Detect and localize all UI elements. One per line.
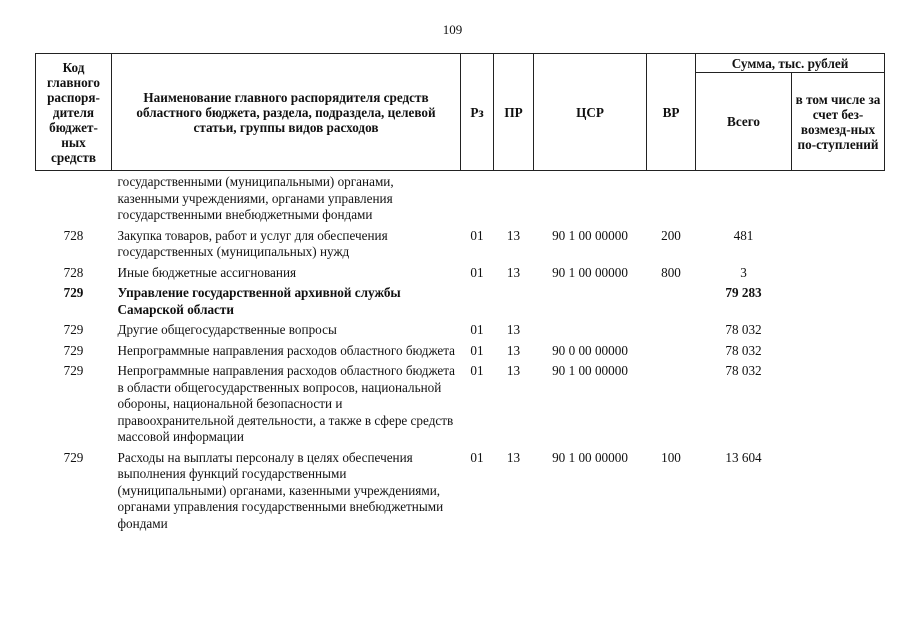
cell-pr: 13 bbox=[506, 449, 521, 465]
header-name: Наименование главного распорядителя средств областного бюджета, раздела, подраздела, целевой статьи, группы видов расходов bbox=[112, 54, 461, 171]
cell-vr bbox=[647, 320, 696, 341]
header-rz: Рз bbox=[461, 54, 494, 171]
cell-csr: 90 1 00 00000 bbox=[552, 363, 628, 378]
cell-csr: 90 1 00 00000 bbox=[552, 264, 628, 280]
cell-name: Другие общегосударственные вопросы bbox=[117, 322, 337, 337]
cell-code: 728 bbox=[63, 227, 84, 243]
header-pr: ПР bbox=[494, 54, 534, 171]
header-code: Код главного распоря-дителя бюджет-ных средств bbox=[36, 54, 112, 171]
cell-total: 78 032 bbox=[725, 322, 762, 337]
cell-rz: 01 bbox=[470, 449, 484, 465]
cell-code: 728 bbox=[63, 264, 84, 280]
cell-name: Расходы на выплаты персоналу в целях обеспечения выполнения функций государственными (муниципальными) органами, казенными учреждениями, органами управления государственными внебюджетными фондами bbox=[117, 449, 444, 531]
cell-csr bbox=[534, 171, 647, 226]
cell-code: 729 bbox=[63, 322, 84, 337]
header-total: Всего bbox=[696, 73, 792, 171]
cell-csr: 90 1 00 00000 bbox=[552, 449, 628, 465]
table-header bbox=[36, 54, 885, 171]
cell-pr bbox=[494, 171, 534, 226]
cell-total: 3 bbox=[740, 264, 747, 280]
cell-free bbox=[792, 171, 885, 226]
cell-vr bbox=[647, 341, 696, 362]
cell-total: 13 604 bbox=[725, 449, 762, 465]
cell-free bbox=[792, 226, 885, 263]
cell-total: 78 032 bbox=[725, 342, 762, 358]
cell-vr bbox=[647, 171, 696, 226]
budget-table-container bbox=[35, 53, 884, 534]
cell-vr: 100 bbox=[661, 449, 681, 465]
table-row bbox=[36, 341, 885, 362]
table-body bbox=[36, 171, 885, 535]
cell-free bbox=[792, 283, 885, 320]
cell-rz bbox=[461, 283, 494, 320]
cell-pr bbox=[494, 283, 534, 320]
cell-code: 729 bbox=[63, 363, 84, 378]
cell-code: 729 bbox=[63, 342, 84, 358]
cell-name: Непрограммные направления расходов областного бюджета bbox=[117, 342, 456, 358]
cell-rz: 01 bbox=[470, 227, 484, 243]
cell-code: 729 bbox=[63, 285, 84, 300]
cell-name: Непрограммные направления расходов областного бюджета в области общегосударственных вопросов, национальной обороны, национальной безопасности и правоохранительной деятельности, а также в сфере средств массовой информации bbox=[117, 363, 456, 444]
cell-total bbox=[696, 171, 792, 226]
cell-vr: 200 bbox=[661, 227, 681, 243]
cell-name: государственными (муниципальными) органами, казенными учреждениями, органами управления государственными внебюджетными фондами bbox=[117, 174, 394, 222]
cell-pr: 13 bbox=[506, 342, 521, 358]
header-sum-group: Сумма, тыс. рублей bbox=[696, 54, 885, 73]
cell-csr bbox=[534, 320, 647, 341]
budget-table bbox=[35, 53, 885, 534]
header-free: в том числе за счет без-возмезд-ных по-ступлений bbox=[792, 73, 885, 171]
cell-vr bbox=[647, 283, 696, 320]
cell-rz: 01 bbox=[470, 363, 484, 378]
cell-free bbox=[792, 320, 885, 341]
cell-free bbox=[792, 341, 885, 362]
cell-total: 78 032 bbox=[725, 363, 762, 378]
cell-vr: 800 bbox=[661, 264, 681, 280]
page-number: 109 bbox=[442, 22, 463, 37]
cell-free bbox=[792, 448, 885, 535]
table-row bbox=[36, 361, 885, 448]
cell-rz bbox=[461, 171, 494, 226]
cell-csr: 90 1 00 00000 bbox=[552, 227, 628, 243]
table-row bbox=[36, 226, 885, 263]
cell-name: Закупка товаров, работ и услуг для обеспечения государственных (муниципальных) нужд bbox=[117, 227, 388, 259]
cell-rz: 01 bbox=[470, 264, 484, 280]
cell-name: Иные бюджетные ассигнования bbox=[117, 264, 297, 280]
cell-pr: 13 bbox=[506, 322, 521, 337]
cell-total: 79 283 bbox=[725, 285, 762, 300]
cell-free bbox=[792, 263, 885, 284]
cell-name: Управление государственной архивной службы Самарской области bbox=[117, 285, 401, 317]
cell-vr bbox=[647, 361, 696, 448]
header-vr: ВР bbox=[647, 54, 696, 171]
cell-csr: 90 0 00 00000 bbox=[552, 342, 628, 358]
cell-rz: 01 bbox=[470, 342, 484, 358]
cell-total: 481 bbox=[733, 227, 754, 243]
cell-pr: 13 bbox=[506, 264, 521, 280]
table-row bbox=[36, 448, 885, 535]
table-row bbox=[36, 283, 885, 320]
cell-pr: 13 bbox=[506, 363, 521, 378]
cell-code: 729 bbox=[63, 449, 84, 465]
cell-rz: 01 bbox=[470, 322, 484, 337]
header-csr: ЦСР bbox=[534, 54, 647, 171]
cell-free bbox=[792, 361, 885, 448]
table-row bbox=[36, 263, 885, 284]
cell-csr bbox=[534, 283, 647, 320]
table-row bbox=[36, 320, 885, 341]
table-row bbox=[36, 171, 885, 226]
cell-code bbox=[36, 171, 112, 226]
cell-pr: 13 bbox=[506, 227, 521, 243]
